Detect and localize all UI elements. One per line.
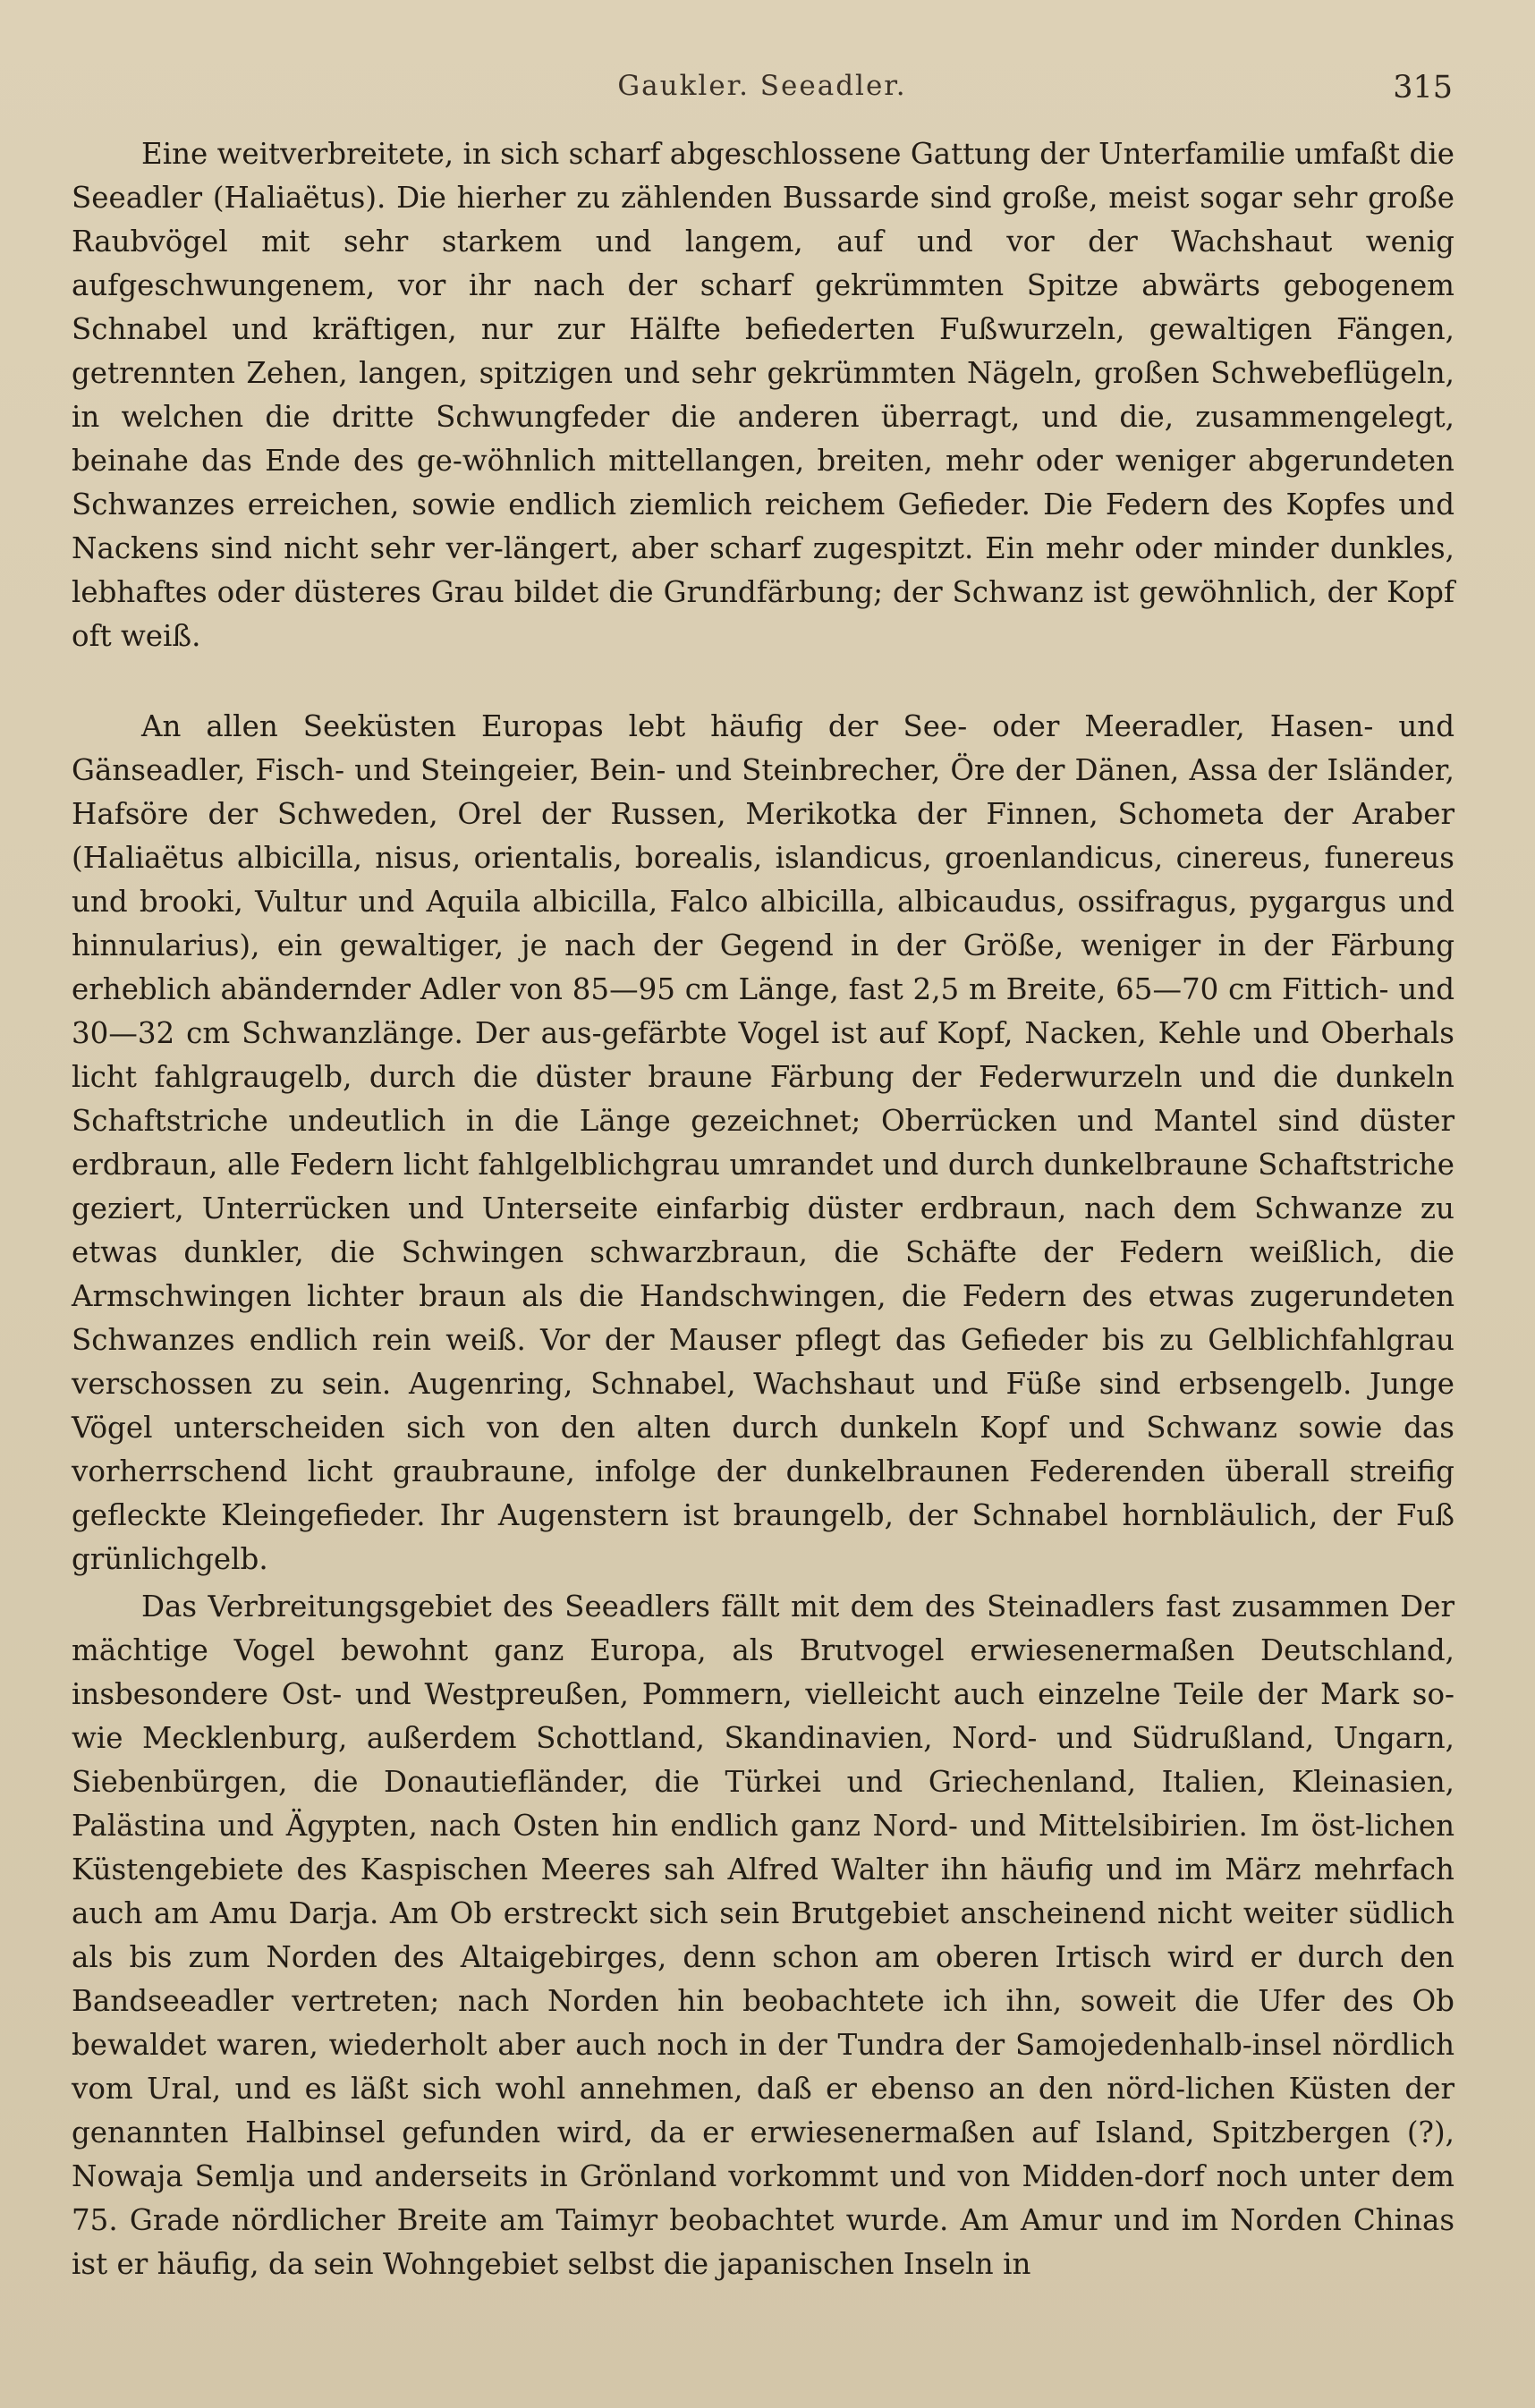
page-body bbox=[72, 132, 1454, 2286]
page-header bbox=[72, 70, 1453, 114]
paragraph-distribution: Das Verbreitungsgebiet des Seeadlers fällt mit dem des Steinadlers fast zusammen Der mächtige Vogel bewohnt ganz Europa, als Brutvogel erwiesenermaßen Deutschland, insbesondere Ost- und Westpreußen, Pommern, vielleicht auch einzelne Teile der Mark so-wie Mecklenburg, außerdem Schottland, Skandinavien, Nord- und Südrußland, Ungarn, Siebenbürgen, die Donautiefländer, die Türkei und Griechenland, Italien, Kleinasien, Palästina und Ägypten, nach Osten hin endlich ganz Nord- und Mittelsibirien. Im öst-lichen Küstengebiete des Kaspischen Meeres sah Alfred Walter ihn häufig und im März mehrfach auch am Amu Darja. Am Ob erstreckt sich sein Brutgebiet anscheinend nicht weiter südlich als bis zum Norden des Altaigebirges, denn schon am oberen Irtisch wird er durch den Bandseeadler vertreten; nach Norden hin beobachtete ich ihn, soweit die Ufer des Ob bewaldet waren, wiederholt aber auch noch in der Tundra der Samojedenhalb-insel nördlich vom Ural, und es läßt sich wohl annehmen, daß er ebenso an den nörd-lichen Küsten der genannten Halbinsel gefunden wird, da er erwiesenermaßen auf Island, Spitzbergen (?), Nowaja Semlja und anderseits in Grönland vorkommt und von Midden-dorf noch unter dem 75. Grade nördlicher Breite am Taimyr beobachtet wurde. Am Amur und im Norden Chinas ist er häufig, da sein Wohngebiet selbst die japanischen Inseln in bbox=[72, 1590, 1454, 2281]
page-number: 315 bbox=[1393, 70, 1453, 106]
paragraph-species-description: An allen Seeküsten Europas lebt häufig der See- oder Meeradler, Hasen- und Gänseadler, Fisch- und Steingeier, Bein- und Steinbrecher, Öre der Dänen, Assa der Isländer, Hafsöre der Schweden, Orel der Russen, Merikotka der Finnen, Schometa der Araber (Haliaëtus albicilla, nisus, orientalis, borealis, islandicus, groenlandicus, cinereus, funereus und brooki, Vultur und Aquila albicilla, Falco albicilla, albicaudus, ossifragus, pygargus und hinnularius), ein gewaltiger, je nach der Gegend in der Größe, weniger in der Färbung erheblich abändernder Adler von 85—95 cm Länge, fast 2,5 m Breite, 65—70 cm Fittich- und 30—32 cm Schwanzlänge. Der aus-gefärbte Vogel ist auf Kopf, Nacken, Kehle und Oberhals licht fahlgraugelb, durch die düster braune Färbung der Federwurzeln und die dunkeln Schaftstriche undeutlich in die Länge gezeichnet; Oberrücken und Mantel sind düster erdbraun, alle Federn licht fahlgelblichgrau umrandet und durch dunkelbraune Schaftstriche geziert, Unterrücken und Unterseite einfarbig düster erdbraun, nach dem Schwanze zu etwas dunkler, die Schwingen schwarzbraun, die Schäfte der Federn weißlich, die Armschwingen lichter braun als die Handschwingen, die Federn des etwas zugerundeten Schwanzes endlich rein weiß. Vor der Mauser pflegt das Gefieder bis zu Gelblichfahlgrau verschossen zu sein. Augenring, Schnabel, Wachshaut und Füße sind erbsengelb. Junge Vögel unterscheiden sich von den alten durch dunkeln Kopf und Schwanz sowie das vorherrschend licht graubraune, infolge der dunkelbraunen Federenden überall streifig gefleckte Kleingefieder. Ihr Augenstern ist braungelb, der Schnabel hornbläulich, der Fuß grünlichgelb. bbox=[72, 709, 1454, 1576]
running-head: Gaukler. Seeadler. bbox=[617, 70, 907, 102]
paragraph-genus-description: Eine weitverbreitete, in sich scharf abgeschlossene Gattung der Unterfamilie umfaßt die Seeadler (Haliaëtus). Die hierher zu zählenden Bussarde sind große, meist sogar sehr große Raubvögel mit sehr starkem und langem, auf und vor der Wachshaut wenig aufgeschwungenem, vor ihr nach der scharf gekrümmten Spitze abwärts gebogenem Schnabel und kräftigen, nur zur Hälfte befiederten Fußwurzeln, gewaltigen Fängen, getrennten Zehen, langen, spitzigen und sehr gekrümmten Nägeln, großen Schwebeflügeln, in welchen die dritte Schwungfeder die anderen überragt, und die, zusammengelegt, beinahe das Ende des ge-wöhnlich mittellangen, breiten, mehr oder weniger abgerundeten Schwanzes erreichen, sowie endlich ziemlich reichem Gefieder. Die Federn des Kopfes und Nackens sind nicht sehr ver-längert, aber scharf zugespitzt. Ein mehr oder minder dunkles, lebhaftes oder düsteres Grau bildet die Grundfärbung; der Schwanz ist gewöhnlich, der Kopf oft weiß. bbox=[72, 137, 1454, 653]
